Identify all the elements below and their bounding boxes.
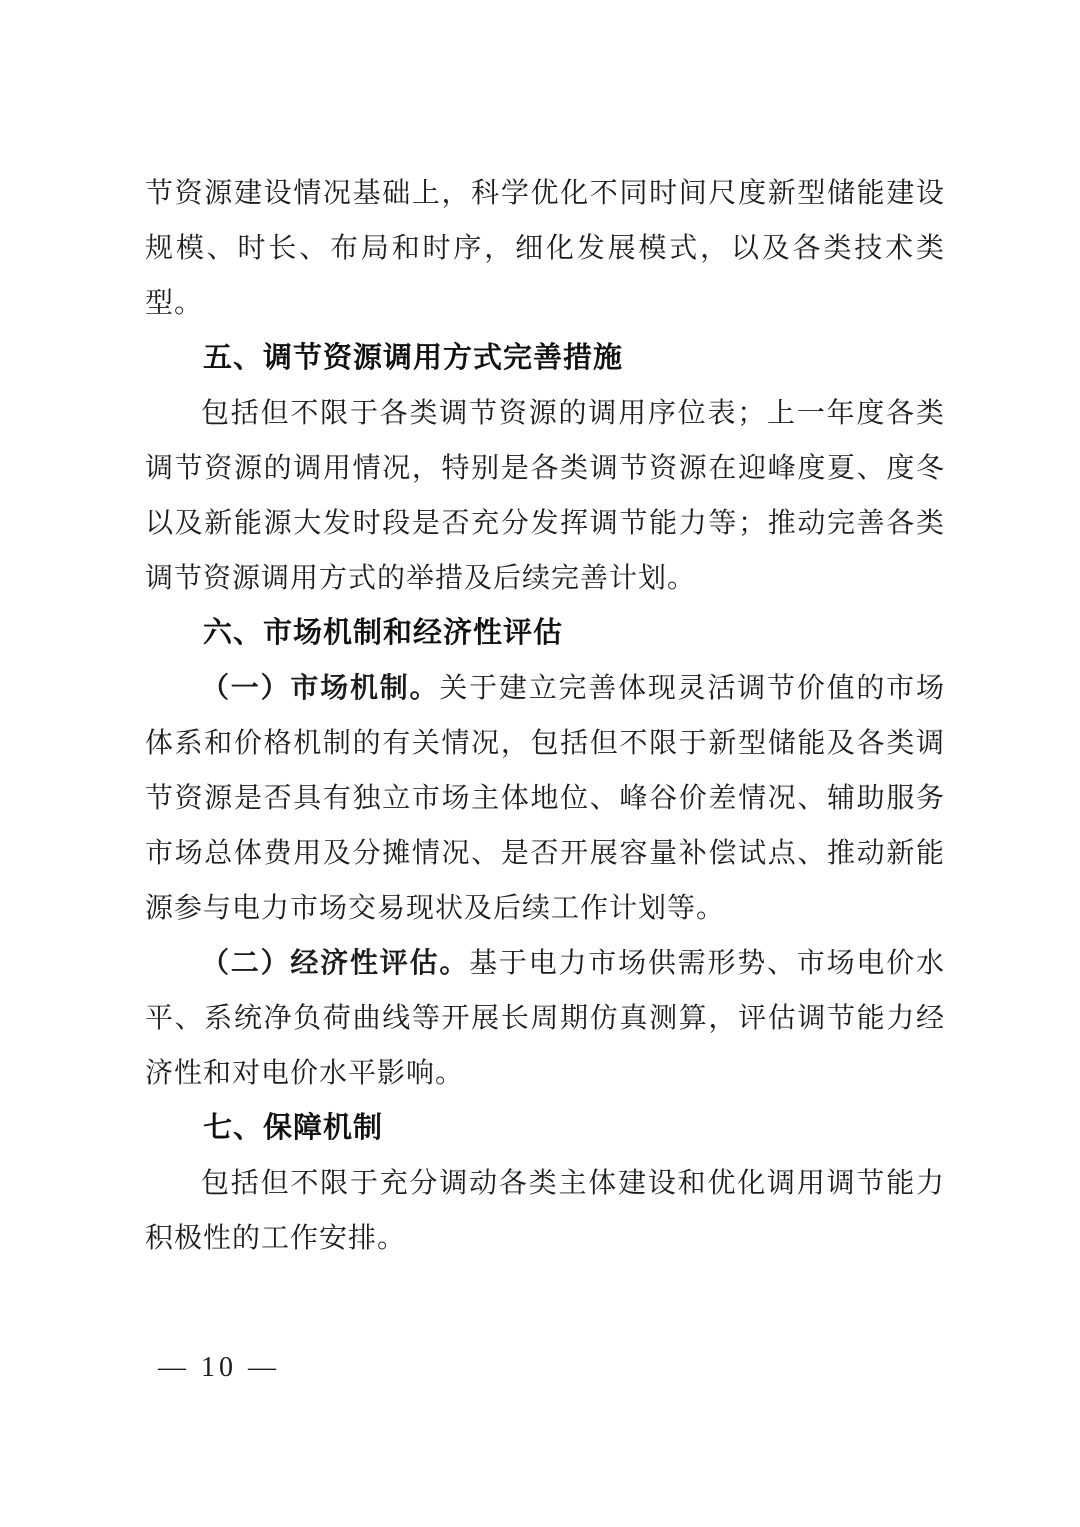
page-number: — 10 —: [158, 1352, 280, 1383]
heading-text: 六、市场机制和经济性评估: [203, 617, 564, 649]
section-heading-6: [145, 606, 945, 661]
heading-text: 七、保障机制: [203, 1112, 384, 1144]
document-body: [145, 166, 945, 1266]
paragraph: [145, 661, 945, 936]
paragraph-text: 包括但不限于充分调动各类主体建设和优化调用调节能力积极性的工作安排。: [145, 1168, 945, 1254]
paragraph-text: 包括但不限于各类调节资源的调用序位表；上一年度各类调节资源的调用情况，特别是各类调节资源在迎峰度夏、度冬以及新能源大发时段是否充分发挥调节能力等；推动完善各类调节资源调用方式的举措及后续完善计划。: [145, 398, 945, 594]
paragraph: [145, 936, 945, 1101]
section-heading-5: [145, 331, 945, 386]
paragraph-lead: （一）市场机制。: [201, 673, 440, 704]
section-heading-7: [145, 1101, 945, 1156]
paragraph-continued: [145, 166, 945, 331]
paragraph: [145, 386, 945, 606]
paragraph-text: 基于电力市场供需形势、市场电价水平、系统净负荷曲线等开展长周期仿真测算，评估调节能力经济性和对电价水平影响。: [145, 948, 945, 1089]
paragraph-lead: （二）经济性评估。: [201, 948, 470, 979]
paragraph-text: 关于建立完善体现灵活调节价值的市场体系和价格机制的有关情况，包括但不限于新型储能及各类调节资源是否具有独立市场主体地位、峰谷价差情况、辅助服务市场总体费用及分摊情况、是否开展容量补偿试点、推动新能源参与电力市场交易现状及后续工作计划等。: [145, 673, 945, 924]
paragraph-text: 节资源建设情况基础上，科学优化不同时间尺度新型储能建设规模、时长、布局和时序，细化发展模式，以及各类技术类型。: [145, 178, 945, 319]
heading-text: 五、调节资源调用方式完善措施: [203, 342, 624, 374]
paragraph: [145, 1156, 945, 1266]
